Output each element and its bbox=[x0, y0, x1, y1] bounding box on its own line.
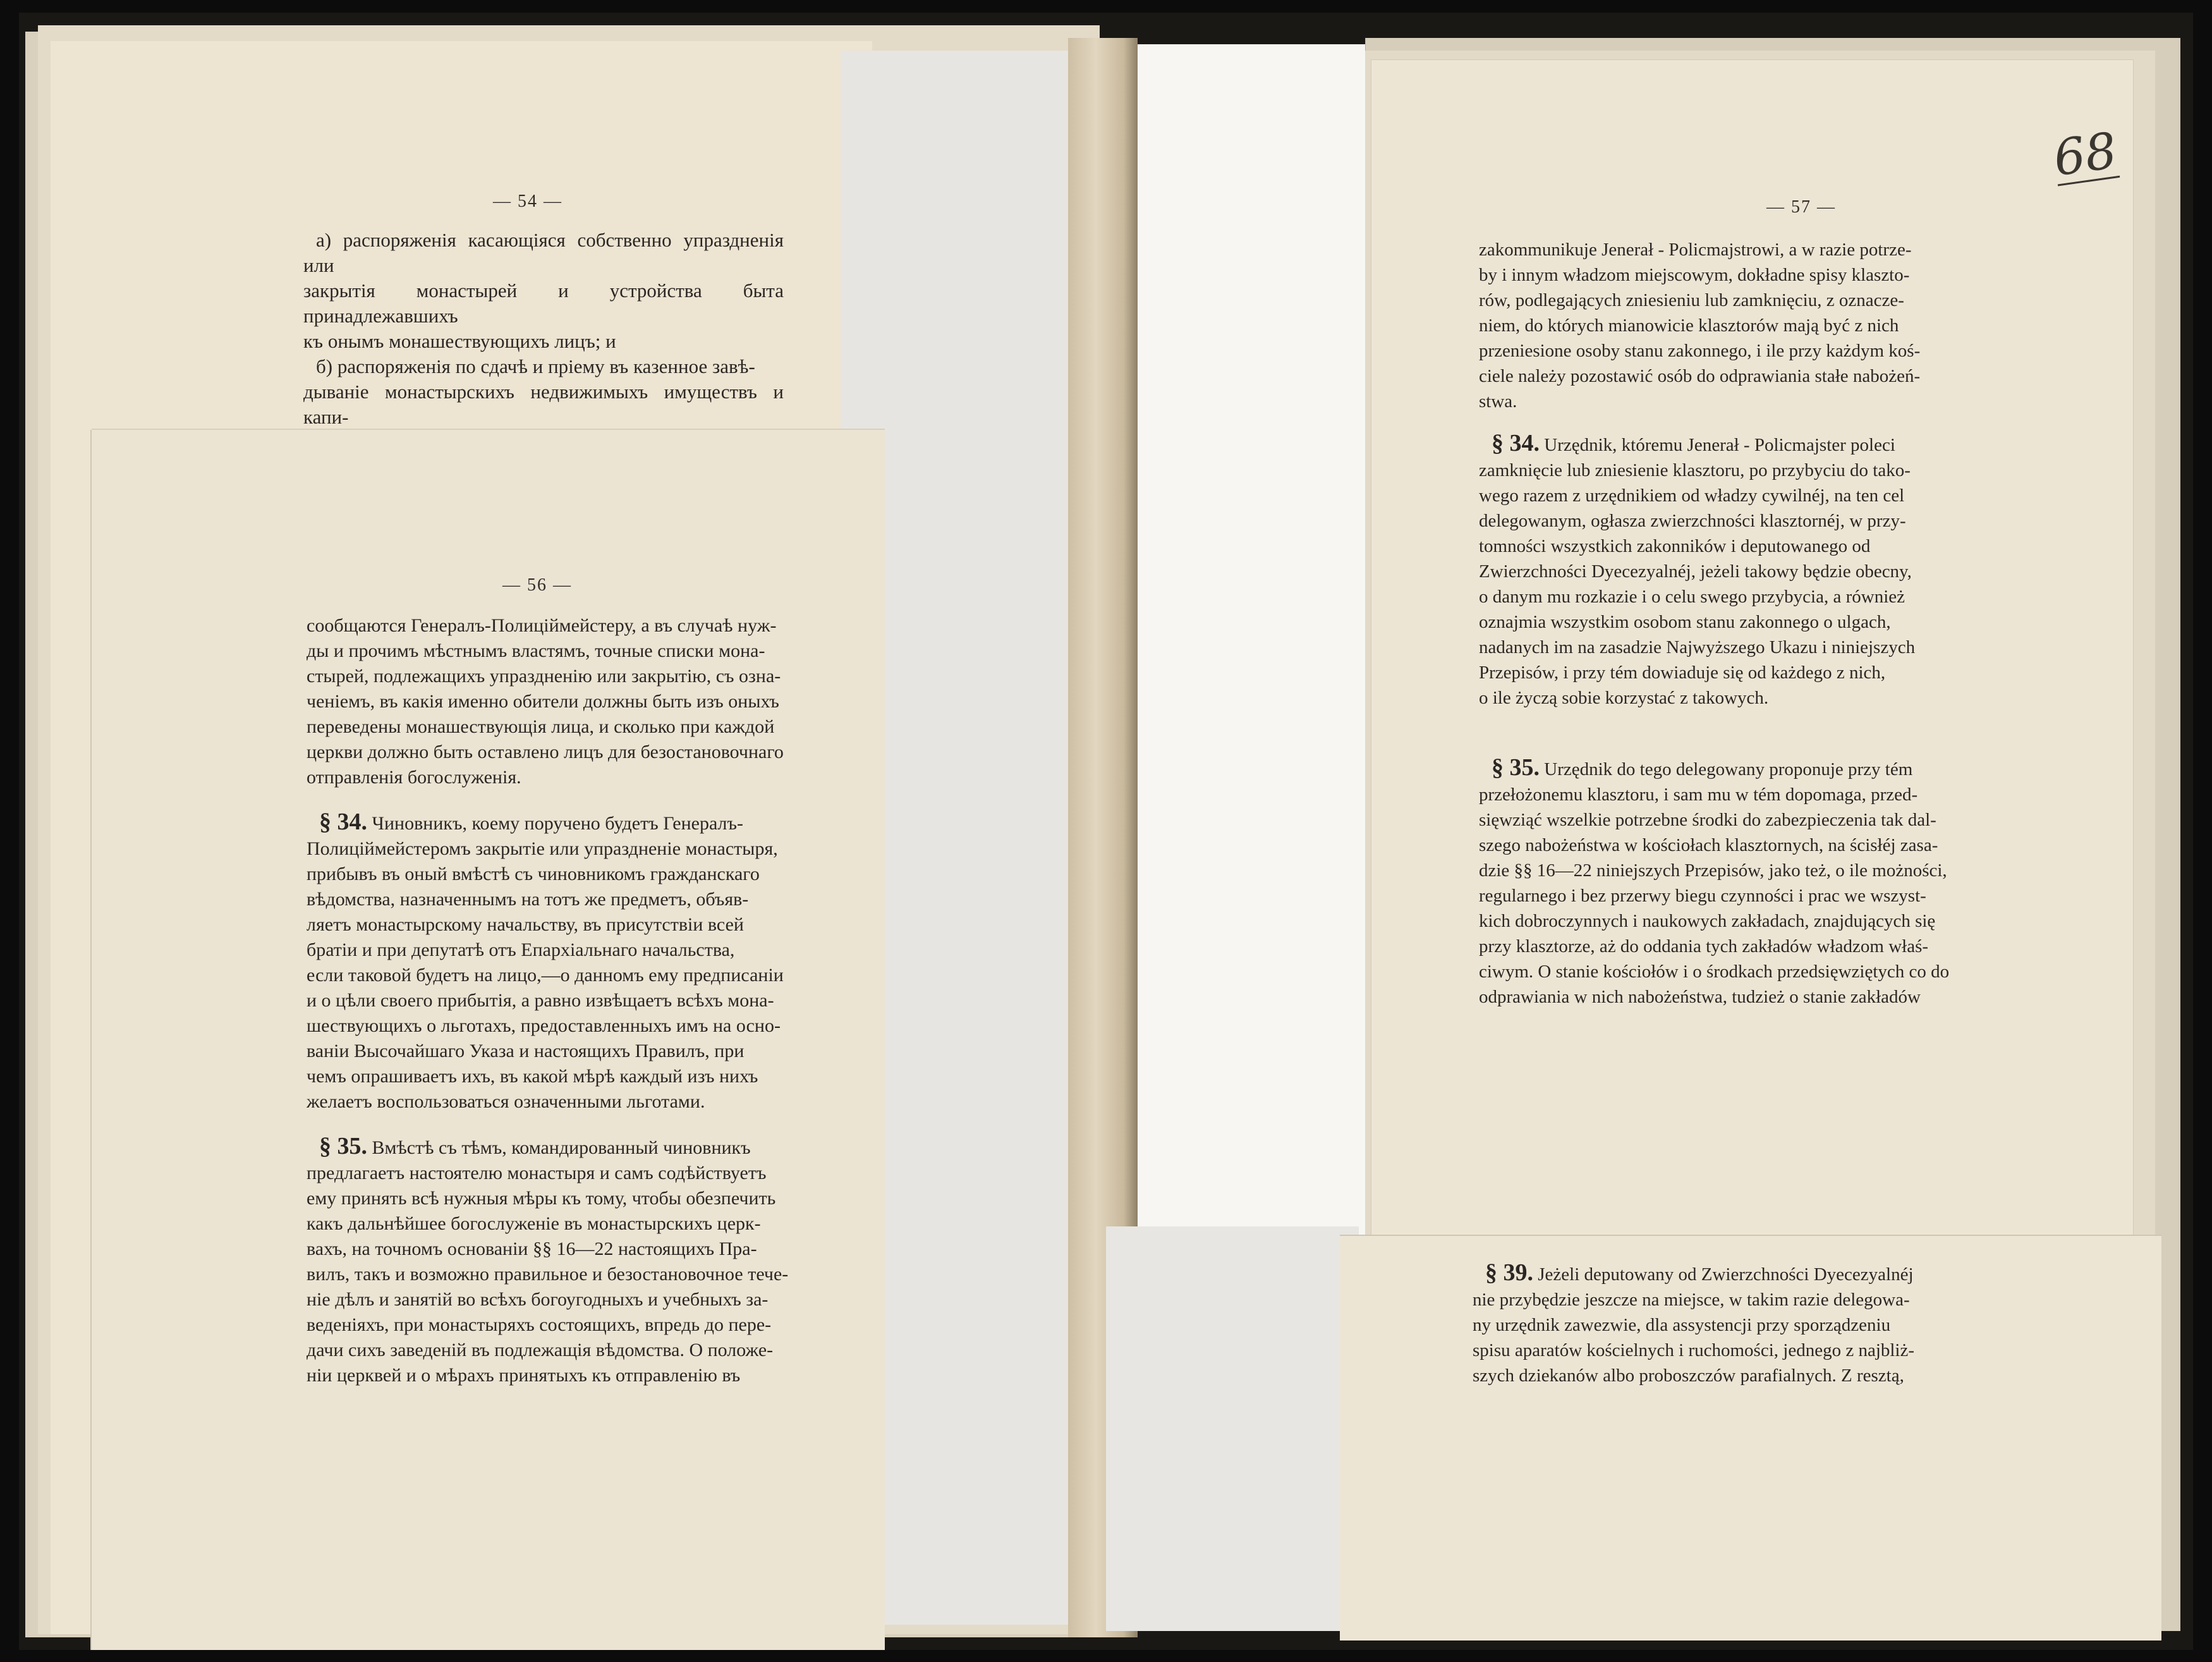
text-line: przy klasztorze, aż do oddania tych zakładów władzom właś- bbox=[1479, 936, 1929, 956]
right-page bbox=[1371, 60, 2133, 1249]
text-line: sięwziąć wszelkie potrzebne środki do zabezpieczenia tak dal- bbox=[1479, 810, 1936, 830]
text-line: ему принять всѣ нужныя мѣры къ тому, чтобы обезпечить bbox=[307, 1188, 776, 1209]
text-line: rów, podlegających zniesieniu lub zamknięciu, z oznacze- bbox=[1479, 290, 1904, 310]
text-line: Полиціймейстеромъ закрытіе или упраздненіе монастыря, bbox=[307, 838, 778, 859]
section-number: § 35. bbox=[319, 1133, 367, 1159]
text-line: веденіяхъ, при монастыряхъ состоящихъ, впредь до пере- bbox=[307, 1314, 772, 1335]
text-line: przeniesione osoby stanu zakonnego, i ile przy każdym koś- bbox=[1479, 341, 1921, 361]
text-line: прибывъ въ оный вмѣстѣ съ чиновникомъ гражданскаго bbox=[307, 864, 760, 884]
text-line: szego nabożeństwa w kościołach klasztornych, na ścisłéj zasa- bbox=[1479, 835, 1938, 855]
text-line: стырей, подлежащихъ упраздненію или закрытію, съ озна- bbox=[307, 666, 781, 687]
section-text: Urzędnik do tego delegowany proponuje przy tém bbox=[1544, 759, 1913, 779]
section-text: Чиновникъ, коему поручено будетъ Генералъ- bbox=[372, 813, 744, 834]
text-line: ляетъ монастырскому начальству, въ присутствіи всей bbox=[307, 914, 744, 935]
text-line: шествующихъ о льготахъ, предоставленныхъ имъ на осно- bbox=[307, 1015, 781, 1036]
text-line: закрытія монастырей и устройства быта принадлежавшихъ bbox=[303, 279, 784, 327]
text-line: б) распоряженія по сдачѣ и пріему въ казенное завѣ- bbox=[316, 355, 755, 377]
section-text: Jeżeli deputowany od Zwierzchności Dyecezyalnéj bbox=[1538, 1264, 1914, 1285]
text-line: а) распоряженія касающіяся собственно упраздненія или bbox=[303, 229, 784, 276]
text-line: Przepisów, i przy tém dowiaduje się od każdego z nich, bbox=[1479, 663, 1886, 683]
slip-text bbox=[1473, 1260, 1978, 1388]
overlay-page-text bbox=[307, 613, 825, 1388]
text-line: ніе дѣлъ и занятій во всѣхъ богоугодныхъ и учебныхъ за- bbox=[307, 1289, 769, 1310]
text-line: przełożonemu klasztoru, i sam mu w tém dopomaga, przed- bbox=[1479, 785, 1918, 805]
page-number-54: — 54 — bbox=[493, 192, 562, 211]
text-line: и о цѣли своего прибытія, а равно извѣщаетъ всѣхъ мона- bbox=[307, 990, 774, 1011]
text-line: дываніе монастырскихъ недвижимыхъ имуществъ и капи- bbox=[303, 381, 784, 428]
section-34-first-line bbox=[307, 809, 825, 836]
text-line: odprawiania w nich nabożeństwa, tudzież o stanie zakładów bbox=[1479, 987, 1921, 1007]
text-line: zamknięcie lub zniesienie klasztoru, po przybyciu do tako- bbox=[1479, 460, 1911, 480]
text-line: kich dobroczynnych i naukowych zakładach, znajdujących się bbox=[1479, 911, 1936, 931]
right-page-text bbox=[1479, 237, 2035, 1010]
text-line: желаетъ воспользоваться означенными льготами. bbox=[307, 1091, 705, 1112]
text-line: nie przybędzie jeszcze na miejsce, w takim razie delegowa- bbox=[1473, 1290, 1910, 1310]
text-line: дачи сихъ заведеній въ подлежащія вѣдомства. О положе- bbox=[307, 1340, 774, 1360]
text-line: szych dziekanów albo proboszczów parafialnych. Z resztą, bbox=[1473, 1366, 1904, 1386]
section-number: § 34. bbox=[1492, 430, 1540, 456]
text-line: dzie §§ 16—22 niniejszych Przepisów, jako też, o ile możności, bbox=[1479, 860, 1947, 881]
section-35-first-line bbox=[307, 1133, 825, 1161]
text-line: отправленія богослуженія. bbox=[307, 767, 521, 788]
text-line: переведены монашествующія лица, и сколько при каждой bbox=[307, 716, 775, 737]
text-line: предлагаетъ настоятелю монастыря и самъ содѣйствуетъ bbox=[307, 1163, 767, 1183]
text-line: ченіемъ, въ какія именно обители должны быть изъ оныхъ bbox=[307, 691, 779, 712]
text-line: o danym mu rozkazie i o celu swego przybycia, a również bbox=[1479, 587, 1905, 607]
text-line: wego razem z urzędnikiem od władzy cywilnéj, na ten cel bbox=[1479, 486, 1905, 506]
section-text: Вмѣстѣ съ тѣмъ, командированный чиновникъ bbox=[372, 1137, 751, 1158]
text-line: o ile życzą sobie korzystać z takowych. bbox=[1479, 688, 1769, 708]
text-line: если таковой будетъ на лицо,—о данномъ ему предписаніи bbox=[307, 965, 784, 986]
text-line: by i innym władzom miejscowym, dokładne spisy klaszto- bbox=[1479, 265, 1910, 285]
section-number: § 39. bbox=[1485, 1259, 1533, 1286]
inserted-white-strip-right bbox=[1138, 44, 1390, 1239]
text-line: ваніи Высочайшаго Указа и настоящихъ Правилъ, при bbox=[307, 1041, 744, 1061]
text-line: nadanych im na zasadzie Najwyższego Ukazu i niniejszych bbox=[1479, 637, 1916, 657]
text-line: ды и прочимъ мѣстнымъ властямъ, точные списки мона- bbox=[307, 640, 765, 661]
text-line: zakommunikuje Jenerał - Policmajstrowi, a w razie potrze- bbox=[1479, 240, 1912, 260]
text-line: ciwym. O stanie kościołów i o środkach przedsięwziętych co do bbox=[1479, 962, 1950, 982]
section-text: Urzędnik, któremu Jenerał - Policmajster poleci bbox=[1544, 435, 1895, 455]
text-line: къ онымъ монашествующихъ лицъ; и bbox=[303, 330, 616, 352]
text-line: чемъ опрашиваетъ ихъ, въ какой мѣрѣ каждый изъ нихъ bbox=[307, 1066, 758, 1087]
text-line: regularnego i bez przerwy biegu czynności i prac we wszyst- bbox=[1479, 886, 1926, 906]
section-39-first-line bbox=[1473, 1260, 1978, 1287]
section-34-first-line bbox=[1479, 431, 2035, 458]
text-line: братіи и при депутатѣ отъ Епархіальнаго начальства, bbox=[307, 939, 735, 960]
text-line: Zwierzchności Dyecezyalnéj, jeżeli takowy będzie obecny, bbox=[1479, 561, 1912, 582]
section-number: § 35. bbox=[1492, 754, 1540, 781]
text-line: niem, do których mianowicie klasztorów mają być z nich bbox=[1479, 315, 1899, 336]
inserted-grey-strip-bottom bbox=[1106, 1226, 1359, 1631]
section-number: § 34. bbox=[319, 809, 367, 835]
text-line: ny urzędnik zawezwie, dla assystencji przy sporządzeniu bbox=[1473, 1315, 1891, 1335]
page-number-57: — 57 — bbox=[1766, 197, 1836, 217]
text-line: какъ дальнѣйшее богослуженіе въ монастырскихъ церк- bbox=[307, 1213, 761, 1234]
scanned-book-spread bbox=[19, 13, 2193, 1650]
text-line: stwa. bbox=[1479, 391, 1517, 412]
left-overlay-page bbox=[92, 430, 885, 1650]
section-35-first-line bbox=[1479, 755, 2035, 782]
text-line: вѣдомства, назначеннымъ на тотъ же предметъ, объяв- bbox=[307, 889, 749, 910]
text-line: tomności wszystkich zakonników i deputowanego od bbox=[1479, 536, 1871, 556]
text-line: delegowanym, ogłasza zwierzchności klasztornéj, w przy- bbox=[1479, 511, 1906, 531]
lower-right-slip bbox=[1340, 1236, 2161, 1641]
text-line: spisu aparatów kościelnych i ruchomości, jednego z najbliż- bbox=[1473, 1340, 1915, 1360]
page-number-56: — 56 — bbox=[502, 575, 572, 595]
text-line: ciele należy pozostawić osób do odprawiania stałe nabożeń- bbox=[1479, 366, 1921, 386]
text-line: вахъ, на точномъ основаніи §§ 16—22 настоящихъ Пра- bbox=[307, 1238, 757, 1259]
text-line: ніи церквей и о мѣрахъ принятыхъ къ отправленію въ bbox=[307, 1365, 741, 1386]
text-line: церкви должно быть оставлено лицъ для безостановочнаго bbox=[307, 742, 784, 762]
text-line: вилъ, такъ и возможно правильное и безостановочное тече- bbox=[307, 1264, 789, 1285]
text-line: oznajmia wszystkim osobom stanu zakonnego o ulgach, bbox=[1479, 612, 1891, 632]
text-line: сообщаются Генералъ-Полиціймейстеру, а въ случаѣ нуж- bbox=[307, 615, 777, 636]
folio-annotation: 68 bbox=[2050, 122, 2120, 188]
